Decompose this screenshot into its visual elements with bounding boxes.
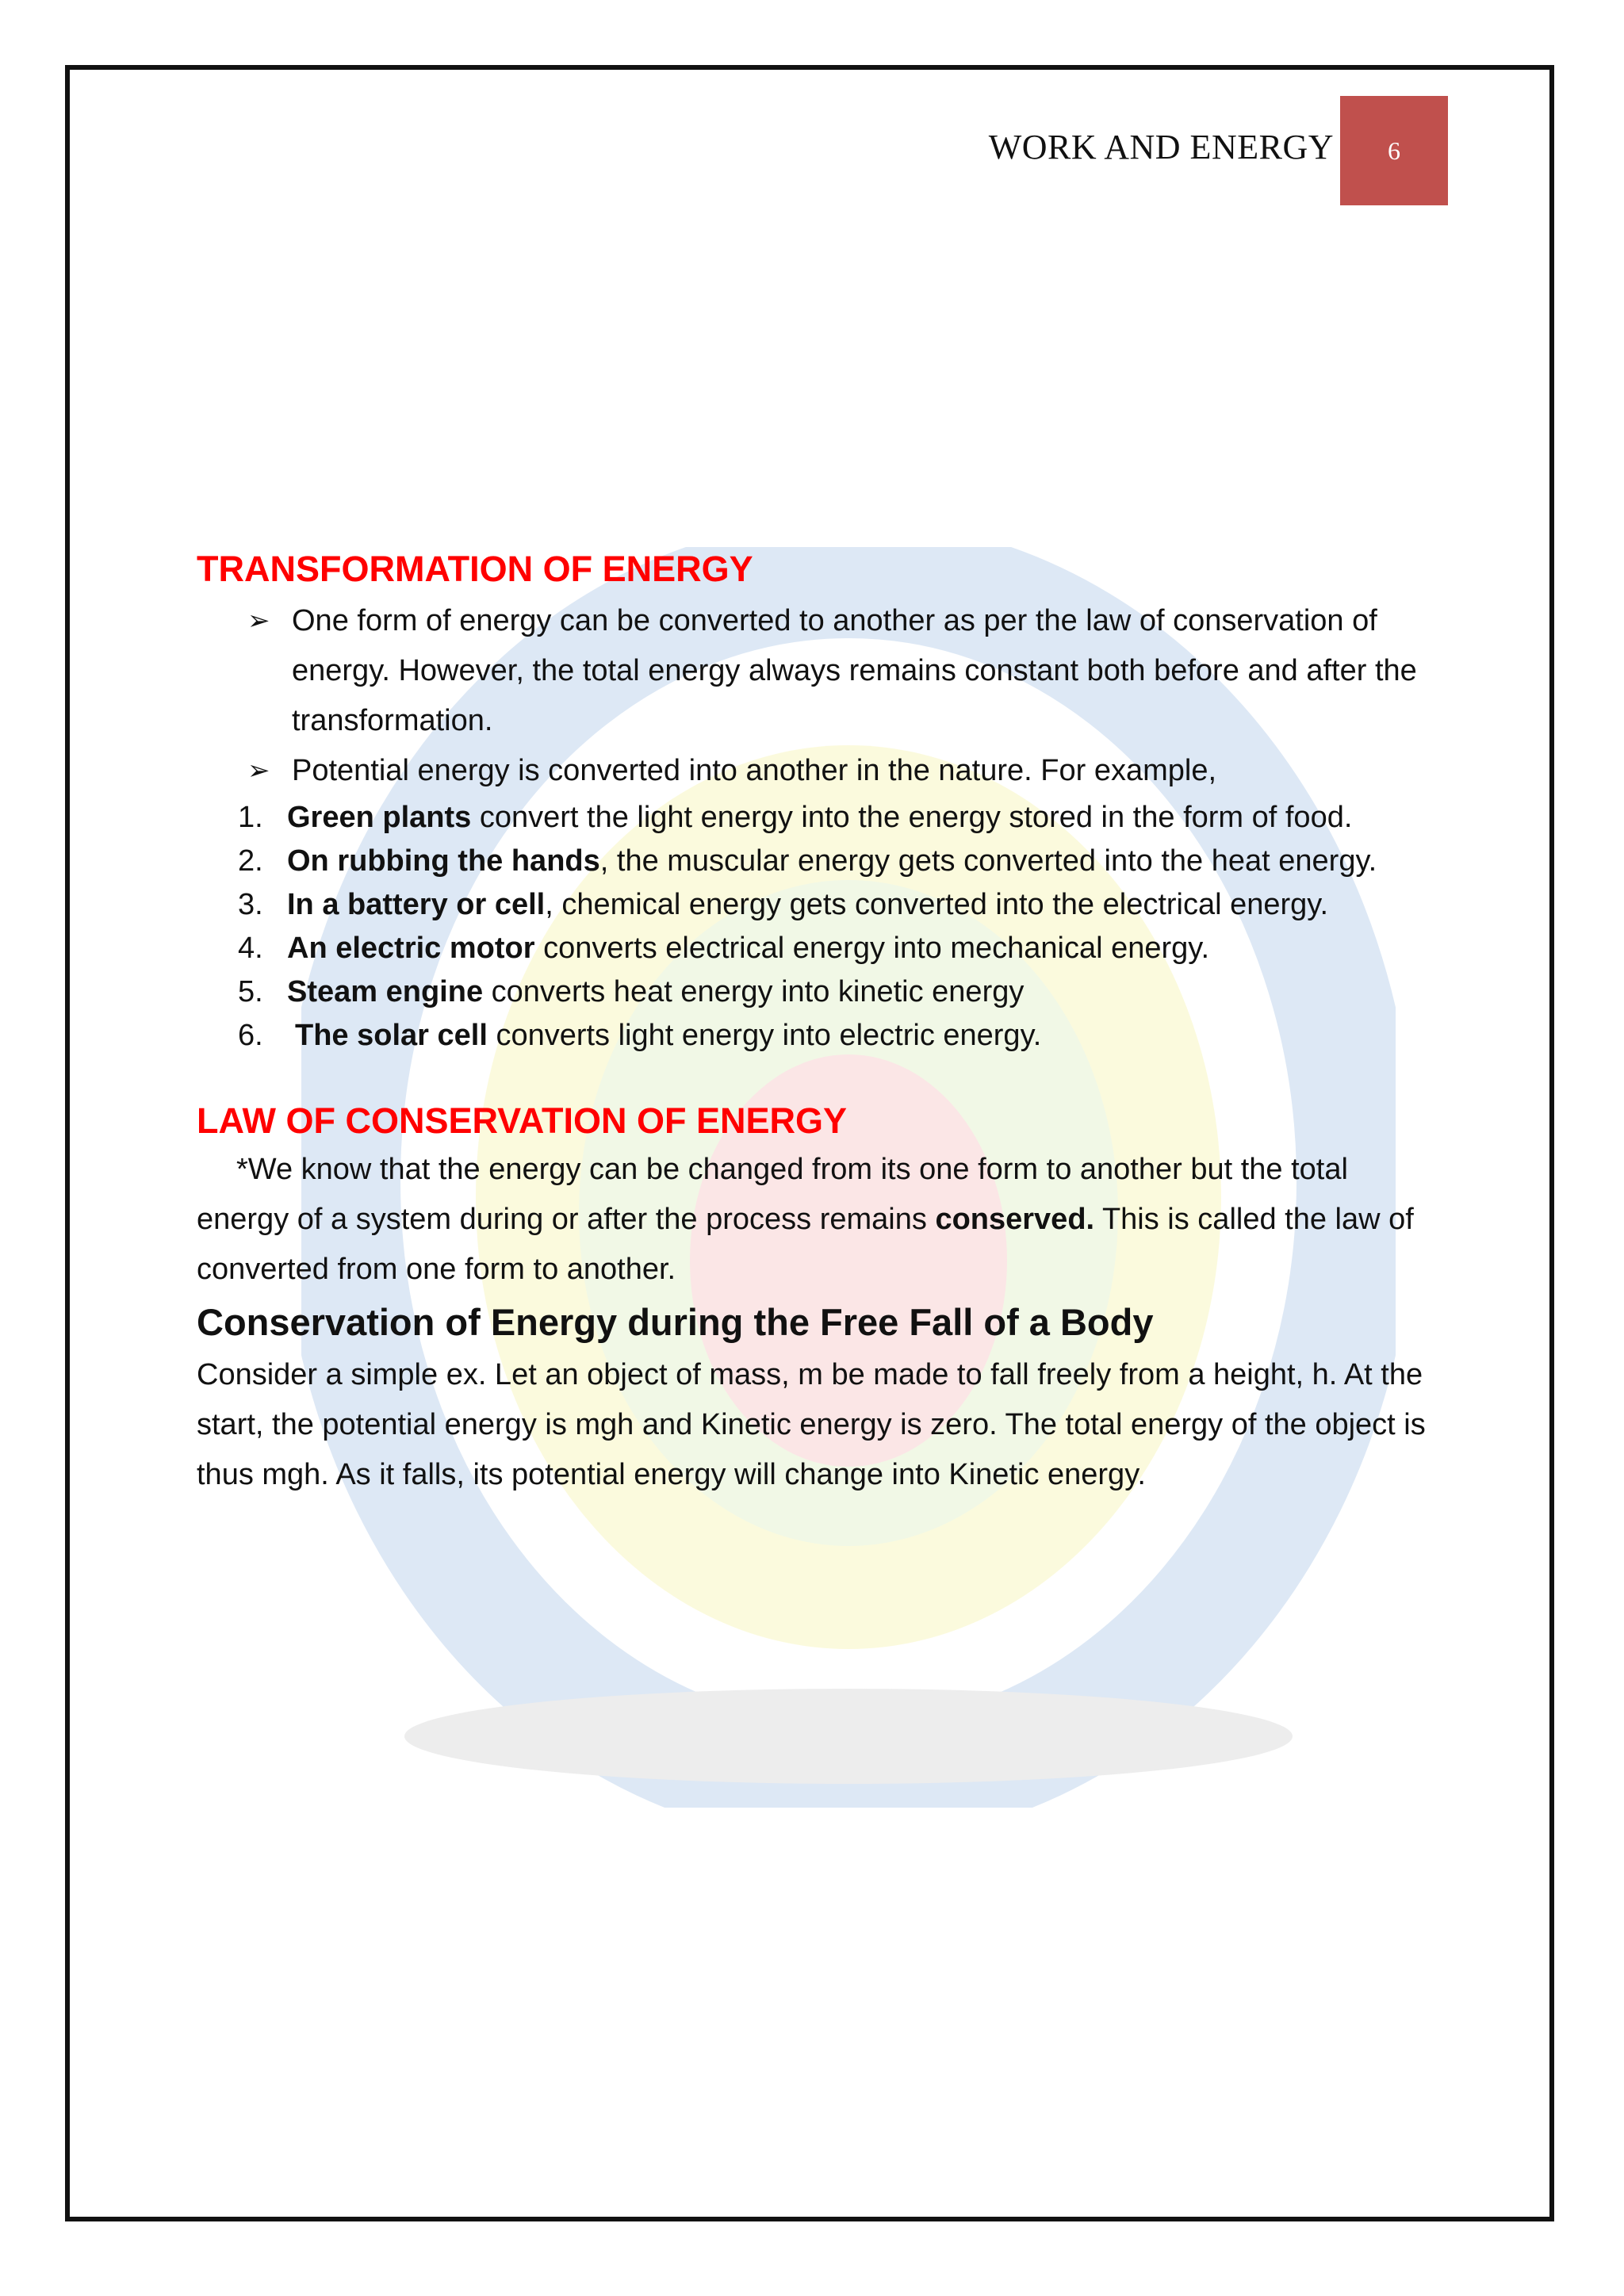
paragraph-text: *We know that the energy can be changed from its one form to another but the total energy of a system during or after the process remains (197, 1153, 1348, 1236)
paragraph-text: This is called the law of converted from one form to another. (197, 1203, 1414, 1286)
bullet-item (247, 746, 1434, 796)
list-number: 2. (238, 844, 263, 878)
list-number: 4. (238, 932, 263, 965)
bullet-item (247, 596, 1434, 746)
example-subject: On rubbing the hands (287, 844, 600, 878)
example-text: converts heat energy into kinetic energy (483, 975, 1025, 1008)
example-subject: Steam engine (287, 975, 484, 1008)
list-item (238, 840, 1434, 883)
list-number: 1. (238, 801, 263, 834)
example-text: convert the light energy into the energy stored in the form of food. (471, 801, 1353, 834)
page-number-badge: 6 (1340, 96, 1448, 205)
example-subject: In a battery or cell (287, 888, 546, 921)
example-text: , chemical energy gets converted into the electrical energy. (545, 888, 1329, 921)
list-number: 6. (238, 1019, 263, 1052)
bullet-text: Potential energy is converted into another in the nature. For example, (292, 754, 1217, 787)
section-heading-transformation: TRANSFORMATION OF ENERGY (197, 549, 753, 589)
transformation-bullet-list (197, 596, 1434, 796)
header-title: WORK AND ENERGY (988, 128, 1334, 166)
transformation-example-list (197, 796, 1434, 1058)
list-item (238, 970, 1434, 1014)
list-item (238, 883, 1434, 927)
list-item (238, 927, 1434, 970)
example-subject: An electric motor (287, 932, 535, 965)
section-heading-free-fall: Conservation of Energy during the Free Fall of a Body (197, 1301, 1154, 1343)
example-text: , the muscular energy gets converted into the heat energy. (599, 844, 1377, 878)
example-text: converts light energy into electric energy. (487, 1019, 1042, 1052)
bullet-text: One form of energy can be converted to another as per the law of conservation of energy. However, the total energy always remains constant both before and after the transformation. (292, 604, 1417, 737)
arrow-bullet-icon: ➢ (247, 756, 270, 786)
paragraph-bold-term: conserved. (935, 1203, 1095, 1236)
list-number: 5. (238, 975, 263, 1008)
list-item (238, 1014, 1434, 1058)
section-heading-conservation-law: LAW OF CONSERVATION OF ENERGY (197, 1100, 848, 1141)
example-subject: Green plants (287, 801, 472, 834)
arrow-bullet-icon: ➢ (247, 606, 270, 636)
free-fall-paragraph: Consider a simple ex. Let an object of mass, m be made to fall freely from a height, h. At the start, the potential energy is mgh and Kinetic energy is zero. The total energy of the object is thus mgh. As it falls, its potential energy will change into Kinetic energy. (197, 1358, 1426, 1491)
list-item (238, 796, 1434, 840)
example-text: converts electrical energy into mechanical energy. (534, 932, 1210, 965)
page-content (197, 545, 1434, 1500)
example-subject: The solar cell (295, 1019, 488, 1052)
conservation-law-paragraph (197, 1145, 1434, 1295)
list-number: 3. (238, 888, 263, 921)
